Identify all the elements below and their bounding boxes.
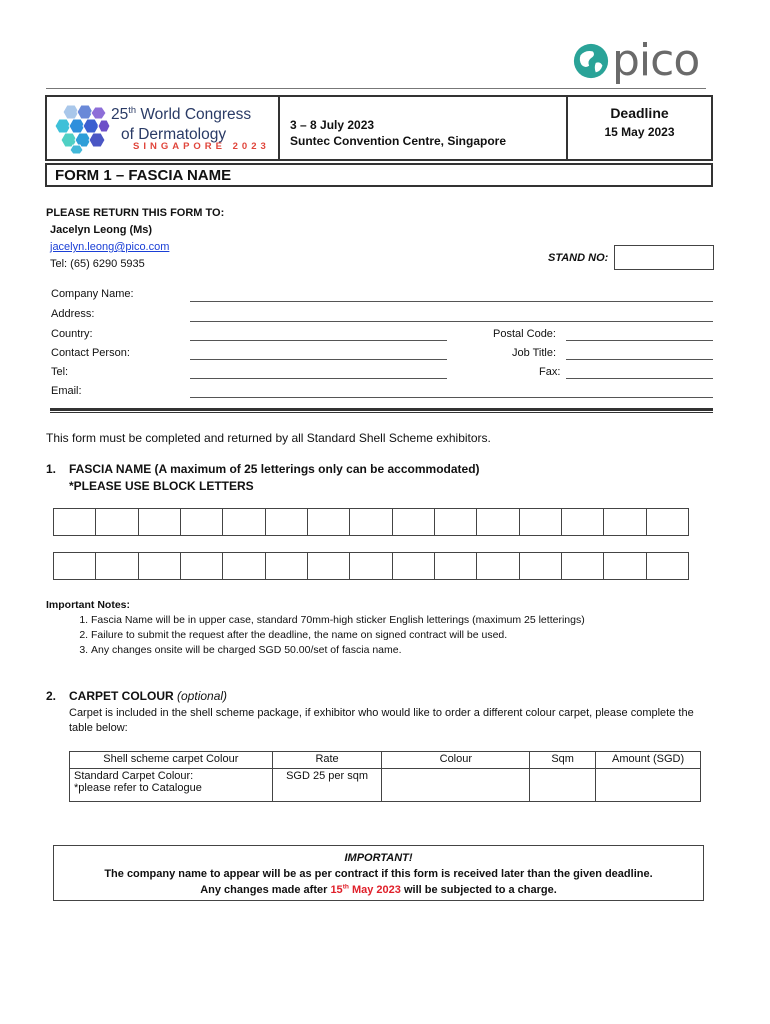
letter-box[interactable] (604, 509, 646, 535)
note-item: 2. Failure to submit the request after the deadline, the name on signed contract will be used. (91, 628, 585, 643)
col-header-carpet: Shell scheme carpet Colour (70, 752, 273, 769)
event-venue: Suntec Convention Centre, Singapore (290, 134, 507, 148)
notes-heading: Important Notes: (46, 599, 130, 611)
important-date-rest: May 2023 (348, 884, 401, 896)
tel-label: Tel: (51, 366, 69, 378)
job-title-field[interactable] (566, 359, 713, 360)
section1-subtitle: *PLEASE USE BLOCK LETTERS (69, 479, 254, 493)
letter-box[interactable] (350, 509, 392, 535)
congress-line2: of Dermatology (121, 126, 227, 143)
letter-box[interactable] (477, 509, 519, 535)
letter-box[interactable] (520, 509, 562, 535)
return-heading: PLEASE RETURN THIS FORM TO: (46, 207, 225, 219)
note-item: 1. Fascia Name will be in upper case, standard 70mm-high sticker English letterings (maximum 25 letterings) (91, 613, 585, 628)
congress-city: SINGAPORE 2023 (133, 141, 270, 152)
letter-box[interactable] (139, 553, 181, 579)
important-date-day: 15 (330, 884, 343, 896)
important-notice-box (53, 845, 704, 901)
letter-box[interactable] (520, 553, 562, 579)
carpet-item-cell (70, 769, 273, 802)
letter-box[interactable] (308, 509, 350, 535)
letter-box[interactable] (96, 553, 138, 579)
deadline-cell (568, 97, 711, 159)
section2-number: 2. (46, 689, 57, 703)
col-header-amount: Amount (SGD) (596, 752, 701, 769)
event-details (280, 97, 568, 159)
letter-box[interactable] (223, 509, 265, 535)
table-row (70, 769, 701, 802)
letter-box[interactable] (562, 553, 604, 579)
important-notes (46, 598, 585, 658)
letter-box[interactable] (604, 553, 646, 579)
letter-box[interactable] (54, 509, 96, 535)
letter-box[interactable] (266, 553, 308, 579)
postal-code-field[interactable] (566, 340, 713, 341)
table-header-row (70, 752, 701, 769)
carpet-amount-input[interactable] (596, 769, 701, 802)
stand-no-field[interactable] (614, 245, 714, 270)
section1-number: 1. (46, 462, 57, 476)
carpet-order-table (69, 751, 701, 802)
carpet-item-line2: *please refer to Catalogue (74, 782, 202, 794)
address-label: Address: (51, 308, 95, 320)
email-label: Email: (51, 385, 82, 397)
important-line2-post: will be subjected to a charge. (400, 884, 557, 896)
letter-box[interactable] (647, 553, 688, 579)
contact-person-label: Contact Person: (51, 347, 130, 359)
event-header (45, 95, 713, 161)
letter-box[interactable] (96, 509, 138, 535)
congress-logo (47, 97, 280, 159)
carpet-colour-input[interactable] (382, 769, 530, 802)
intro-text: This form must be completed and returned by all Standard Shell Scheme exhibitors. (46, 431, 491, 445)
important-line2-pre: Any changes made after (200, 884, 331, 896)
carpet-description: Carpet is included in the shell scheme package, if exhibitor who would like to order a different colour carpet, please complete the table below: (69, 707, 694, 734)
hexagon-cluster-icon (53, 103, 111, 155)
letter-box[interactable] (393, 509, 435, 535)
section2-title: CARPET COLOUR (69, 689, 174, 703)
return-contact-name: Jacelyn Leong (Ms) (50, 224, 153, 236)
important-date-sup: th (342, 883, 349, 891)
address-field[interactable] (190, 321, 713, 322)
section-divider-thin (50, 412, 713, 413)
col-header-rate: Rate (272, 752, 382, 769)
congress-line1: World Congress (136, 106, 252, 123)
letter-box[interactable] (181, 509, 223, 535)
note-item: 3. Any changes onsite will be charged SGD 50.00/set of fascia name. (91, 643, 585, 658)
carpet-rate-cell: SGD 25 per sqm (272, 769, 382, 802)
carpet-item-line1: Standard Carpet Colour: (74, 770, 194, 782)
return-tel: Tel: (65) 6290 5935 (50, 258, 145, 270)
letter-box[interactable] (562, 509, 604, 535)
important-line2 (54, 882, 703, 898)
event-dates: 3 – 8 July 2023 (290, 118, 375, 132)
deadline-date: 15 May 2023 (604, 125, 675, 139)
congress-ordinal-sup: th (128, 104, 137, 115)
return-email-link[interactable]: jacelyn.leong@pico.com (50, 241, 170, 253)
fascia-letter-row-1 (53, 508, 689, 536)
section2-heading (69, 689, 227, 703)
letter-box[interactable] (647, 509, 688, 535)
stand-no-label: STAND NO: (548, 252, 609, 264)
letter-box[interactable] (435, 553, 477, 579)
letter-box[interactable] (266, 509, 308, 535)
company-name-field[interactable] (190, 301, 713, 302)
notes-list (46, 613, 585, 658)
return-to-block (46, 205, 224, 273)
congress-ordinal: 25 (111, 106, 129, 123)
email-field[interactable] (190, 397, 713, 398)
postal-code-label: Postal Code: (493, 328, 556, 340)
letter-box[interactable] (223, 553, 265, 579)
important-date (330, 884, 400, 896)
country-field[interactable] (190, 340, 447, 341)
section1-title: FASCIA NAME (A maximum of 25 letterings only can be accommodated) (69, 462, 480, 476)
pico-logo (572, 34, 712, 88)
section-divider (50, 408, 713, 411)
contact-person-field[interactable] (190, 359, 447, 360)
country-label: Country: (51, 328, 93, 340)
letter-box[interactable] (139, 509, 181, 535)
col-header-colour: Colour (382, 752, 530, 769)
fax-field[interactable] (566, 378, 713, 379)
company-name-label: Company Name: (51, 288, 134, 300)
letter-box[interactable] (308, 553, 350, 579)
col-header-sqm: Sqm (530, 752, 596, 769)
top-rule (46, 88, 706, 89)
important-title: IMPORTANT! (344, 852, 413, 864)
section2-optional: (optional) (177, 689, 228, 703)
carpet-sqm-input[interactable] (530, 769, 596, 802)
letter-box[interactable] (181, 553, 223, 579)
letter-box[interactable] (54, 553, 96, 579)
important-line1: The company name to appear will be as per contract if this form is received later than the given deadline. (104, 868, 653, 880)
letter-box[interactable] (393, 553, 435, 579)
letter-box[interactable] (435, 509, 477, 535)
pico-globe-icon (572, 42, 610, 80)
pico-wordmark: pico (612, 35, 700, 86)
congress-title (111, 105, 251, 145)
tel-field[interactable] (190, 378, 447, 379)
form-title: FORM 1 – FASCIA NAME (45, 163, 713, 187)
letter-box[interactable] (477, 553, 519, 579)
letter-box[interactable] (350, 553, 392, 579)
job-title-label: Job Title: (512, 347, 557, 359)
fax-label: Fax: (539, 366, 561, 378)
deadline-label: Deadline (610, 105, 669, 121)
fascia-letter-row-2 (53, 552, 689, 580)
